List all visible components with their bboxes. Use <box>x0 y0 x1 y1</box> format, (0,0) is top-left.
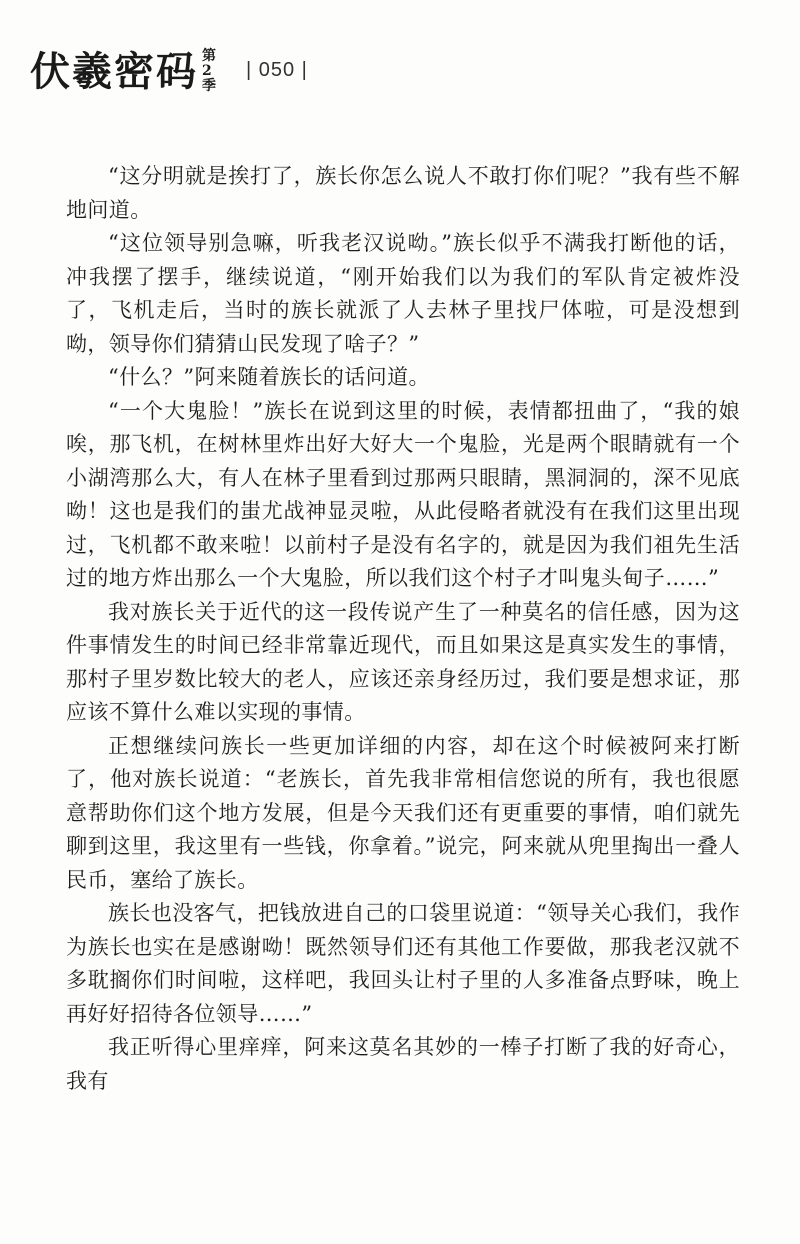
season-label-char-1: 第 <box>202 48 216 64</box>
season-label-char-2: 2 <box>202 63 212 79</box>
paragraph-6: 正想继续问族长一些更加详细的内容，却在这个时候被阿来打断了，他对族长说道：“老族长，首先我非常相信您说的所有，我也很愿意帮助你们这个地方发展，但是今天我们还有更重要的事情，咱们就先聊到这里，我这里有一些钱，你拿着。”说完，阿来就从兜里掏出一叠人民币，塞给了族长。 <box>66 733 740 892</box>
season-label-char-3: 季 <box>202 78 216 94</box>
paragraph-3: “什么？”阿来随着族长的话问道。 <box>108 365 430 389</box>
paragraph-4: “一个大鬼脸！”族长在说到这里的时候，表情都扭曲了，“我的娘唉，那飞机，在树林里炸出好大好大一个鬼脸，光是两个眼睛就有一个小湖湾那么大，有人在林子里看到过那两只眼睛，黑洞洞的，深不见底呦！这也是我们的蚩尤战神显灵啦，从此侵略者就没有在我们这里出现过，飞机都不敢来啦！以前村子是没有名字的，就是因为我们祖先生活过的地方炸出那么一个大鬼脸，所以我们这个村子才叫鬼头甸子……” <box>66 398 740 590</box>
paragraph-2: “这位领导别急嘛，听我老汉说呦。”族长似乎不满我打断他的话，冲我摆了摆手，继续说道，“刚开始我们以为我们的军队肯定被炸没了，飞机走后，当时的族长就派了人去林子里找尸体啦，可是没想到呦，领导你们猜猜山民发现了啥子？” <box>66 231 740 356</box>
paragraph-7: 族长也没客气，把钱放进自己的口袋里说道：“领导关心我们，我作为族长也实在是感谢呦！既然领导们还有其他工作要做，那我老汉就不多耽搁你们时间啦，这样吧，我回头让村子里的人多准备点野味，晚上再好好招待各位领导……” <box>66 901 740 1026</box>
body-text <box>66 160 740 1098</box>
paragraph-5: 我对族长关于近代的这一段传说产生了一种莫名的信任感，因为这件事情发生的时间已经非常靠近现代，而且如果这是真实发生的事情，那村子里岁数比较大的老人，应该还亲身经历过，我们要是想求证，那应该不算什么难以实现的事情。 <box>66 599 740 724</box>
season-label <box>202 49 216 94</box>
page-header <box>30 40 308 100</box>
paragraph-8: 我正听得心里痒痒，阿来这莫名其妙的一棒子打断了我的好奇心，我有 <box>66 1035 740 1093</box>
page-number: | 050 | <box>246 59 308 81</box>
paragraph-1: “这分明就是挨打了，族长你怎么说人不敢打你们呢？”我有些不解地问道。 <box>66 164 740 222</box>
book-title: 伏羲密码 <box>30 48 198 95</box>
